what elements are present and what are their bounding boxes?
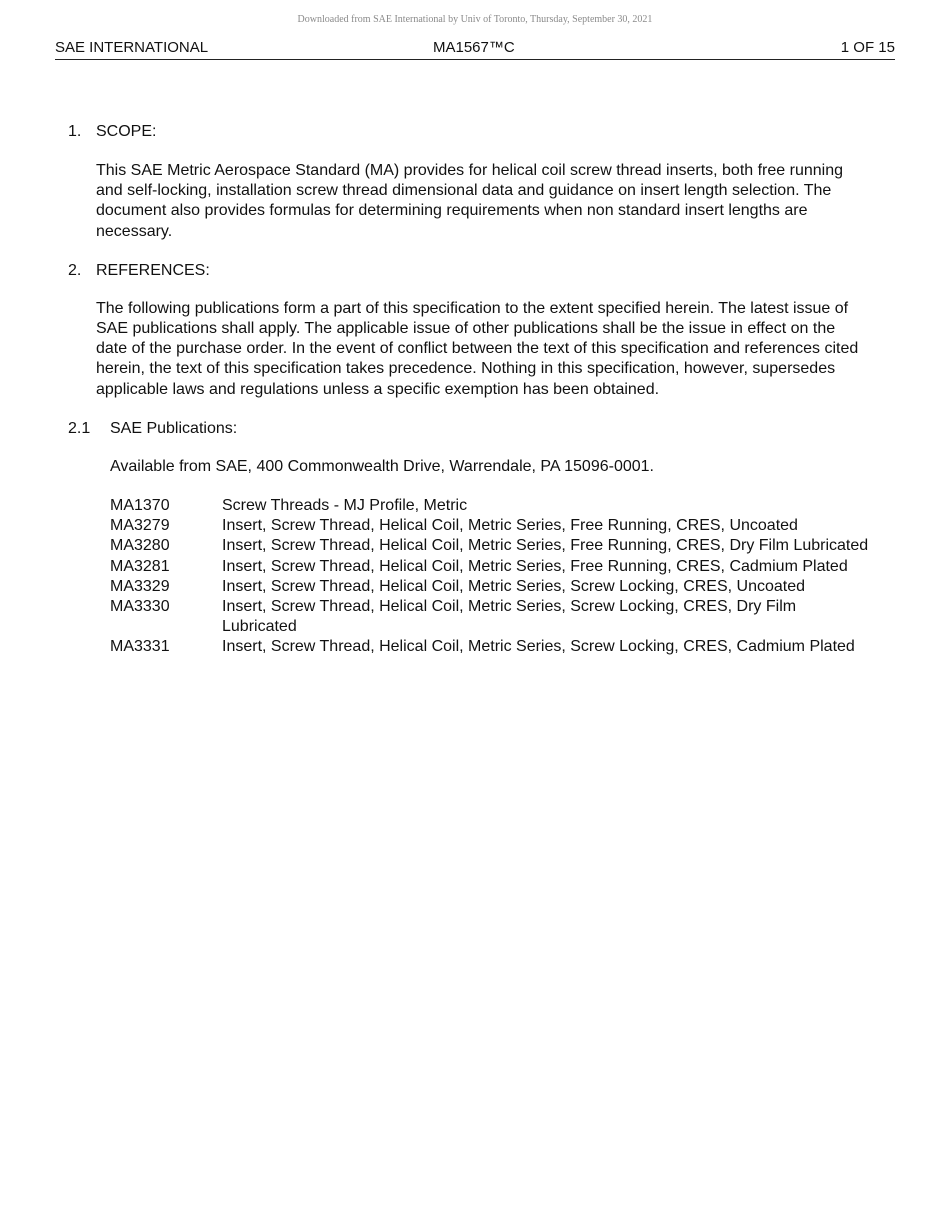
sae-availability-note: Available from SAE, 400 Commonwealth Drive, Warrendale, PA 15096-0001. [110, 457, 654, 475]
reference-code: MA3280 [110, 537, 170, 555]
section-number: 2.1 [68, 419, 91, 437]
reference-code: MA3329 [110, 577, 170, 595]
reference-code: MA1370 [110, 497, 170, 515]
document-body [0, 122, 950, 658]
reference-code: MA3281 [110, 557, 170, 575]
list-item [110, 557, 870, 577]
reference-title: Insert, Screw Thread, Helical Coil, Metric Series, Free Running, CRES, Dry Film Lubricated [222, 537, 869, 555]
section-title: SAE Publications: [110, 419, 238, 437]
reference-title: Insert, Screw Thread, Helical Coil, Metric Series, Free Running, CRES, Cadmium Plated [222, 557, 848, 575]
reference-title: Insert, Screw Thread, Helical Coil, Metric Series, Screw Locking, CRES, Uncoated [222, 577, 806, 595]
section-number: 2. [68, 261, 82, 279]
reference-code: MA3331 [110, 638, 170, 656]
list-item [110, 516, 870, 536]
page-header [55, 38, 895, 60]
section-scope-heading [0, 122, 950, 142]
reference-code: MA3330 [110, 598, 170, 616]
header-organization: SAE INTERNATIONAL [55, 39, 209, 56]
download-watermark: Downloaded from SAE International by Univ of Toronto, Thursday, September 30, 2021 [297, 14, 653, 25]
list-item [110, 496, 870, 516]
reference-code: MA3279 [110, 517, 170, 535]
section-title: REFERENCES: [96, 261, 210, 279]
reference-title: Insert, Screw Thread, Helical Coil, Metric Series, Free Running, CRES, Uncoated [222, 517, 798, 535]
references-paragraph: The following publications form a part of this specification to the extent specified herein. The latest issue of SAE publications shall apply. The applicable issue of other publications shall be the issue in effect on the date of the purchase order. In the event of conflict between the text of this specification and references cited herein, the text of this specification takes precedence. Nothing in this specification, however, supersedes applicable laws and regulations unless a specific exemption has been obtained. [96, 299, 859, 398]
reference-list [110, 496, 870, 658]
section-title: SCOPE: [96, 123, 157, 140]
header-page-number: 1 OF 15 [840, 39, 895, 56]
reference-title: Screw Threads - MJ Profile, Metric [222, 497, 468, 515]
section-references-heading [0, 261, 950, 281]
list-item [110, 577, 870, 597]
list-item [110, 597, 870, 637]
scope-paragraph: This SAE Metric Aerospace Standard (MA) provides for helical coil screw thread inserts, both free running and self-locking, installation screw thread dimensional data and guidance on insert length selection. The document also provides formulas for determining requirements when non standard insert lengths are necessary. [96, 162, 843, 240]
section-number: 1. [68, 123, 82, 140]
list-item [110, 637, 870, 657]
reference-title: Insert, Screw Thread, Helical Coil, Metric Series, Screw Locking, CRES, Cadmium Plated [222, 638, 855, 656]
header-document-number: MA1567™C [433, 39, 515, 56]
reference-title: Insert, Screw Thread, Helical Coil, Metric Series, Screw Locking, CRES, Dry Film Lubricated [222, 598, 797, 636]
section-sae-publications-heading [0, 419, 950, 439]
list-item [110, 536, 870, 556]
